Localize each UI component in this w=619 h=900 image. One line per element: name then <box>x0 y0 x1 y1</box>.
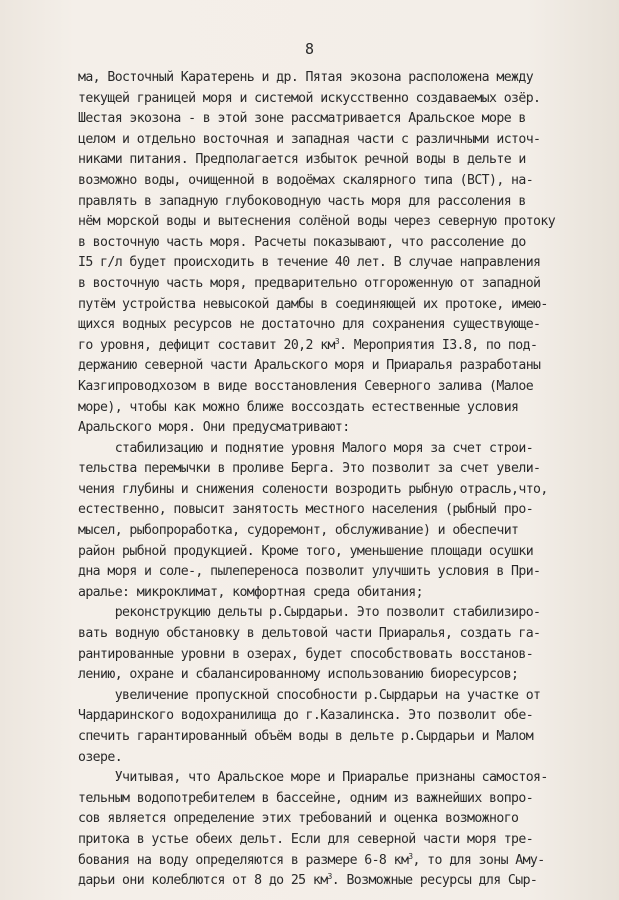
line-text: вать водную обстановку в дельтовой части Приаралья, создать га- <box>78 626 541 642</box>
text-line <box>78 789 598 810</box>
text-line <box>78 480 598 501</box>
line-text: I5 г/л будет происходить в течение 40 лет. В случае направления <box>78 255 541 271</box>
text-line <box>78 686 598 707</box>
line-text: озере. <box>78 749 123 765</box>
line-text: тельным водопотребителем в бассейне, одним из важнейших вопро- <box>78 790 534 806</box>
text-line <box>78 706 598 727</box>
text-line <box>78 748 598 769</box>
line-text: тельства перемычки в проливе Берга. Это позволит за счет увели- <box>78 461 541 477</box>
text-line <box>78 562 598 583</box>
text-line <box>78 233 598 254</box>
line-text: дна моря и соле-, пылепереноса позволит улучшить условия в При- <box>78 564 541 580</box>
line-text: сов является определение этих требований и оценка возможного <box>78 811 519 827</box>
line-text: Чардаринского водохранилища до г.Казалинска. Это позволит обе- <box>78 708 534 724</box>
line-text: аралье: микроклимат, комфортная среда обитания; <box>78 584 423 600</box>
text-line <box>78 439 598 460</box>
line-text-after: , то для зоны Аму- <box>412 852 545 868</box>
line-text: спечить гарантированный объём воды в дельте р.Сырдарьи и Малом <box>78 729 534 744</box>
line-text: го уровня, дефицит составит 20,2 км <box>78 337 335 353</box>
text-line <box>78 89 598 110</box>
line-text: стабилизацию и поднятие уровня Малого моря за счет строи- <box>78 440 534 456</box>
line-text: море), чтобы как можно ближе воссоздать естественные условия <box>78 399 519 415</box>
superscript: 3 <box>408 851 413 861</box>
text-line <box>78 109 598 130</box>
line-text: дарьи они колеблются от 8 до 25 км <box>78 873 328 889</box>
text-line <box>78 624 598 645</box>
text-line <box>78 418 598 439</box>
text-line <box>78 130 598 151</box>
text-line <box>78 295 598 316</box>
line-text: путём устройства невысокой дамбы в соединяющей их протоке, имею- <box>78 296 548 312</box>
line-text: возможно воды, очищенной в водоёмах скалярного типа (ВСТ), на- <box>78 172 534 188</box>
text-line <box>78 253 598 274</box>
line-text: никами питания. Предполагается избыток речной воды в дельте и <box>78 152 526 168</box>
line-text: бования на воду определяются в размере 6-8 км <box>78 852 409 868</box>
line-text: естественно, повысит занятость местного населения (рыбный про- <box>78 502 534 518</box>
line-text: в восточную часть моря, предварительно отгороженную от западной <box>78 275 541 291</box>
line-text: ма, Восточный Каратерень и др. Пятая экозона расположена между <box>78 70 534 85</box>
text-line <box>78 356 598 377</box>
line-text: реконструкцию дельты р.Сырдарьи. Это позволит стабилизиро- <box>78 605 541 621</box>
text-line <box>78 274 598 295</box>
line-text: район рыбной продукцией. Кроме того, уменьшение площади осушки <box>78 543 534 559</box>
text-line <box>78 398 598 419</box>
superscript: 3 <box>327 872 332 882</box>
text-line <box>78 336 598 357</box>
text-line <box>78 665 598 686</box>
page-number: 8 <box>304 40 315 58</box>
text-line <box>78 68 598 89</box>
line-text: нём морской воды и вытеснения солёной воды через северную протоку <box>78 214 556 230</box>
line-text: в восточную часть моря. Расчеты показывают, что рассоление до <box>78 234 526 250</box>
text-line <box>78 542 598 563</box>
line-text: Учитывая, что Аральское море и Приаралье признаны самостоя- <box>78 770 548 786</box>
text-line <box>78 521 598 542</box>
line-text: Аральского моря. Они предусматривают: <box>78 420 350 436</box>
text-line <box>78 315 598 336</box>
line-text: лению, охране и сбалансированному использованию биоресурсов; <box>78 667 519 683</box>
line-text: чения глубины и снижения солености возродить рыбную отрасль,что, <box>78 481 548 497</box>
body-text <box>78 68 598 892</box>
line-text: щихся водных ресурсов не достаточно для сохранения существующе- <box>78 317 541 333</box>
line-text: держанию северной части Аральского моря и Приаралья разработаны <box>78 358 541 374</box>
line-text: мысел, рыбопроработка, судоремонт, обслуживание) и обеспечит <box>78 523 519 539</box>
line-text: текущей границей моря и системой искусственно создаваемых озёр. <box>78 90 541 106</box>
line-text-after: . Возможные ресурсы для Сыр- <box>331 873 538 889</box>
line-text: Казгипроводхозом в виде восстановления Северного залива (Малое <box>78 378 534 394</box>
superscript: 3 <box>334 336 340 346</box>
text-line <box>78 851 598 872</box>
line-text: целом и отдельно восточная и западная части с различными источ- <box>78 131 541 147</box>
text-line <box>78 377 598 398</box>
text-line <box>78 583 598 604</box>
line-text: Шестая экозона - в этой зоне рассматривается Аральское море в <box>78 111 526 127</box>
text-line <box>78 171 598 192</box>
text-line <box>78 192 598 213</box>
text-line <box>78 871 598 892</box>
line-text-after: . Мероприятия I3.8, по под- <box>339 337 538 353</box>
text-line <box>78 603 598 624</box>
text-line <box>78 212 598 233</box>
text-line <box>78 809 598 830</box>
text-line <box>78 727 598 748</box>
line-text: притока в устье обеих дельт. Если для северной части моря тре- <box>78 831 534 847</box>
text-line <box>78 500 598 521</box>
line-text: рантированные уровни в озерах, будет способствовать восстанов- <box>78 646 534 662</box>
line-text: увеличение пропускной способности р.Сырдарьи на участке от <box>78 687 541 703</box>
text-line <box>78 768 598 789</box>
text-line <box>78 645 598 666</box>
text-line <box>78 830 598 851</box>
text-line <box>78 150 598 171</box>
text-line <box>78 459 598 480</box>
line-text: правлять в западную глубоководную часть моря для рассоления в <box>78 193 526 209</box>
